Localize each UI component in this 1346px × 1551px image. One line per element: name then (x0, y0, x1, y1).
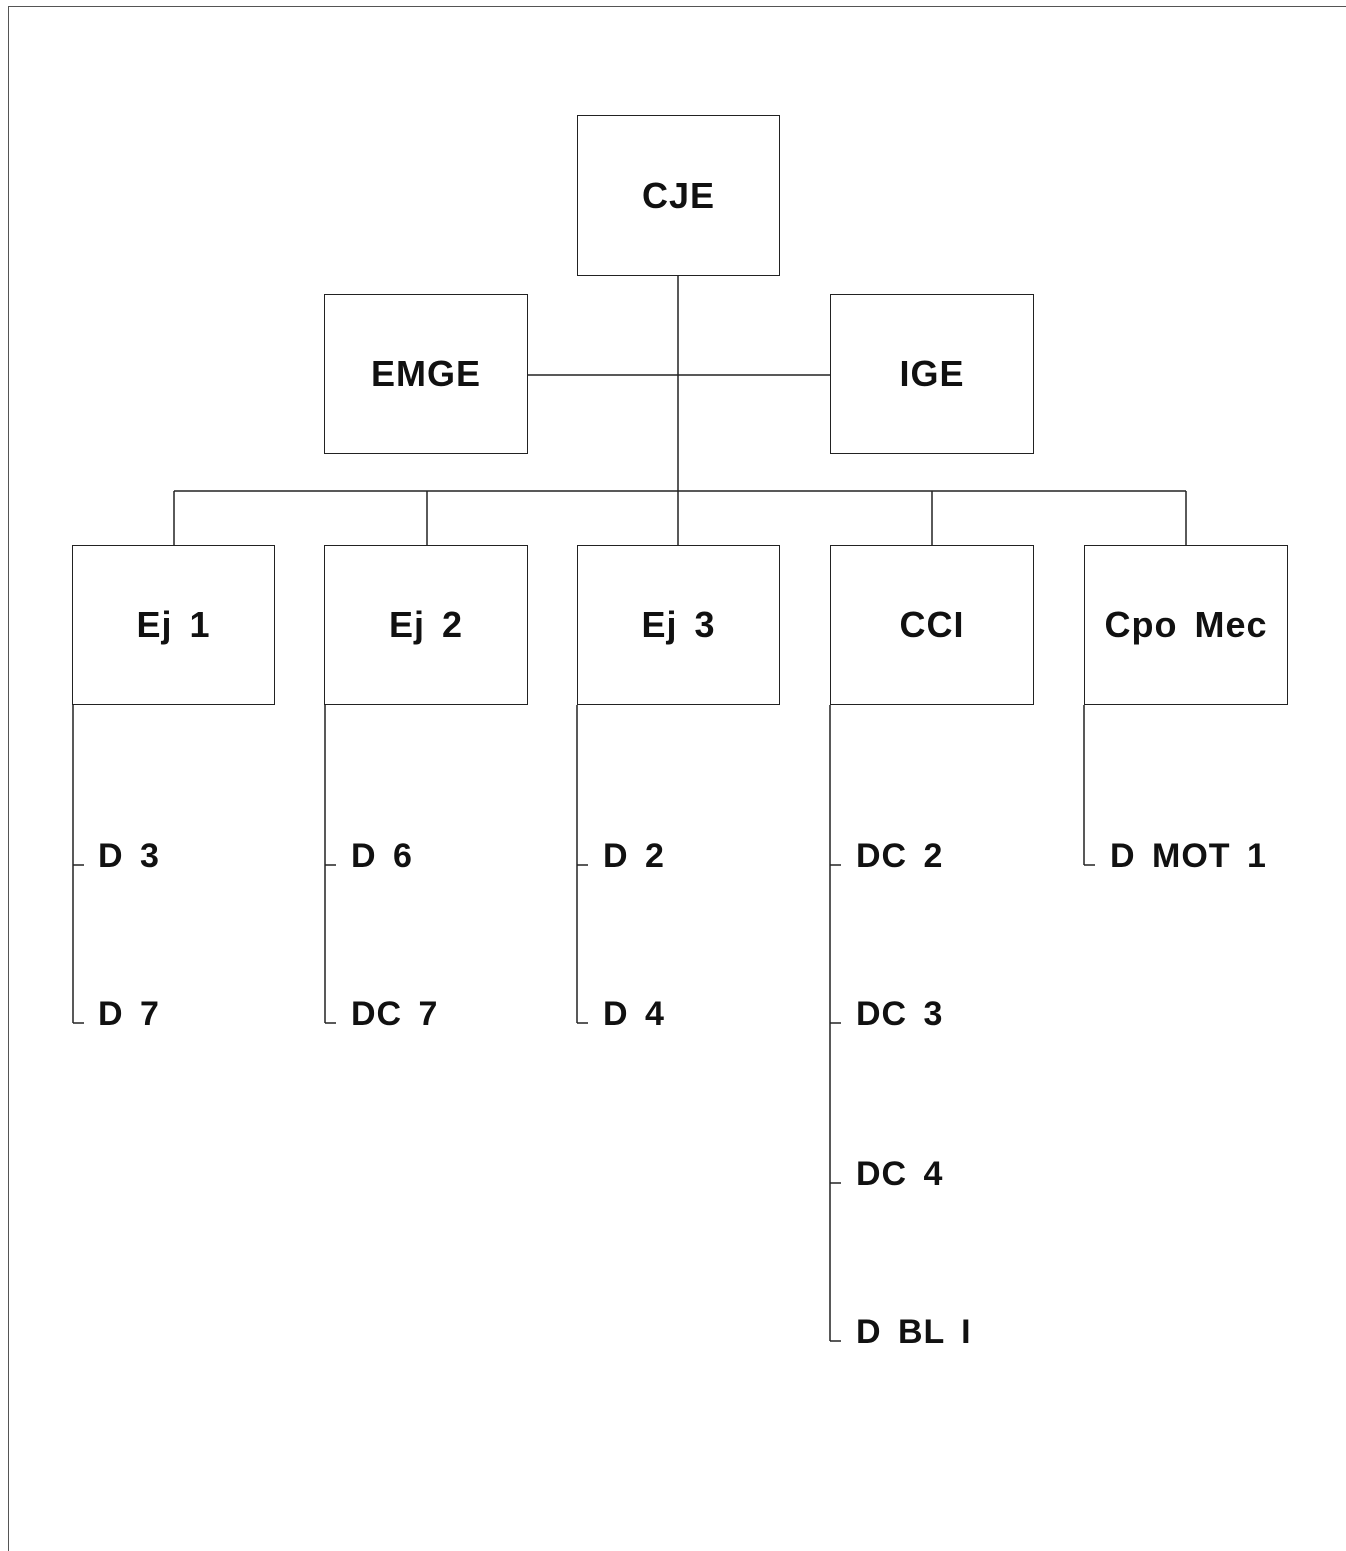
node-label: IGE (899, 353, 965, 394)
unit-label: D 7 (98, 995, 160, 1033)
node-ige (830, 294, 1034, 454)
node-label: Ej 1 (136, 604, 211, 645)
node-label: EMGE (370, 353, 481, 394)
node-cje (577, 115, 780, 276)
node-ej1 (72, 545, 275, 705)
unit-label: D BL I (856, 1313, 972, 1351)
node-label: Cpo Mec (1104, 604, 1268, 645)
unit-label: D MOT 1 (1110, 837, 1267, 875)
unit-label: DC 2 (856, 837, 944, 875)
node-label: Ej 2 (388, 604, 464, 645)
node-label: CJE (641, 174, 716, 216)
unit-label: DC 7 (351, 995, 439, 1033)
node-cpomec (1084, 545, 1288, 705)
unit-label: DC 4 (856, 1155, 944, 1193)
node-label: CCI (899, 604, 965, 645)
unit-label: D 6 (351, 837, 413, 875)
node-emge (324, 294, 528, 454)
unit-label: D 3 (98, 837, 160, 875)
node-ej2 (324, 545, 528, 705)
node-label: Ej 3 (641, 604, 716, 645)
node-cci (830, 545, 1034, 705)
unit-label: DC 3 (856, 995, 944, 1033)
node-ej3 (577, 545, 780, 705)
unit-label: D 4 (603, 995, 665, 1033)
unit-label: D 2 (603, 837, 665, 875)
